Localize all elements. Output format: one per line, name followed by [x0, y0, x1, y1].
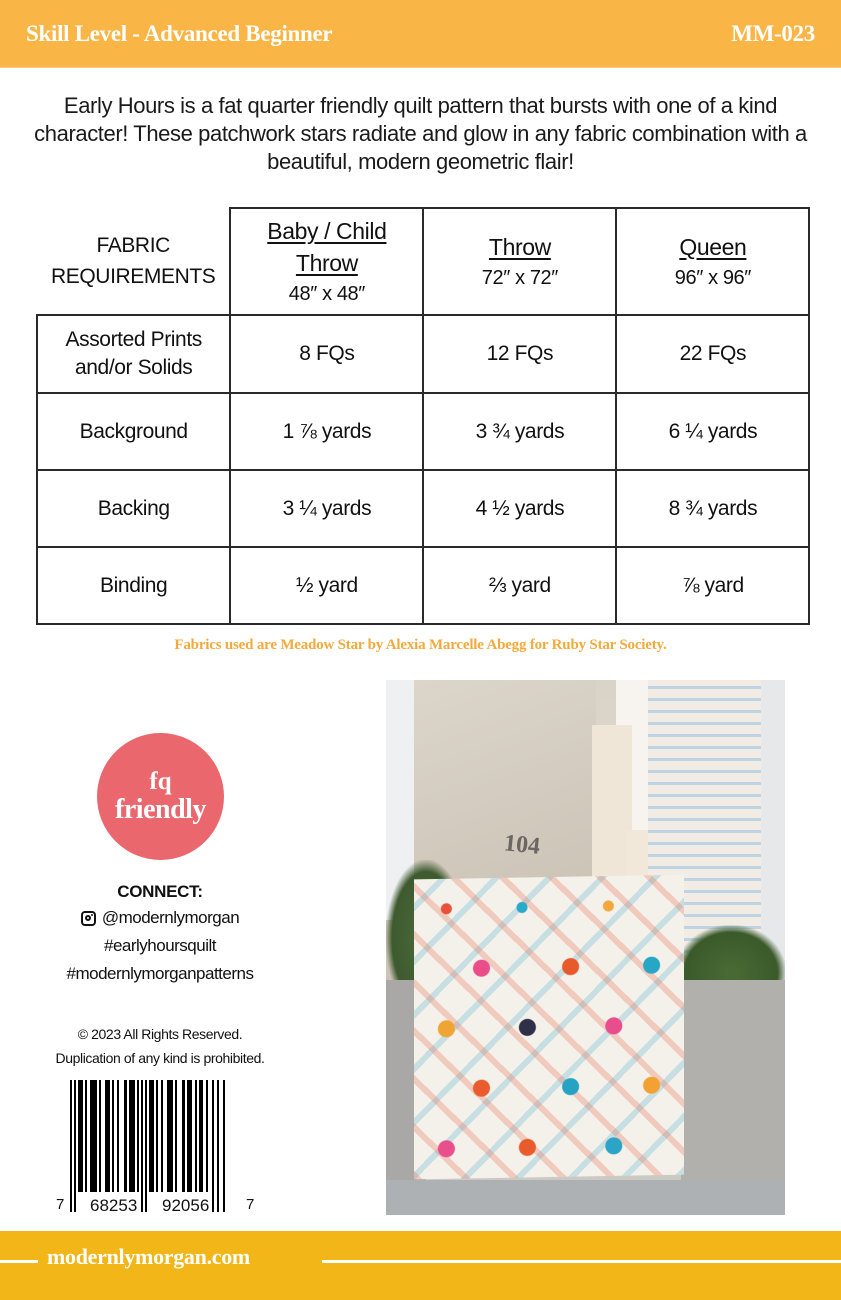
row-label: Assorted Prints and/or Solids — [37, 315, 230, 393]
table-cell: 12 FQs — [423, 315, 616, 393]
pattern-code: MM-023 — [731, 20, 815, 46]
connect-section — [40, 880, 280, 988]
footer-rule-right — [322, 1260, 841, 1263]
quilt-image — [414, 875, 684, 1180]
size-dimensions: 96″ x 96″ — [674, 266, 751, 289]
fabrics-used-note: Fabrics used are Meadow Star by Alexia Marcelle Abegg for Ruby Star Society. — [174, 637, 667, 653]
duplication-notice: Duplication of any kind is prohibited. — [55, 1050, 265, 1066]
table-cell: 22 FQs — [616, 315, 809, 393]
instagram-icon — [81, 911, 96, 926]
barcode-lead-digit: 7 — [56, 1196, 65, 1213]
table-cell: 4 ½ yards — [423, 470, 616, 547]
copyright-text: © 2023 All Rights Reserved. — [77, 1026, 243, 1042]
footer-rule-left — [0, 1260, 38, 1263]
intro-description: Early Hours is a fat quarter friendly quilt pattern that bursts with one of a kind character! These patchwork stars radiate and glow in any fabric combination with a beautiful, modern geometric flair! — [34, 93, 807, 174]
corner-label-text: FABRIC REQUIREMENTS — [51, 234, 216, 288]
column-header-queen — [616, 208, 809, 315]
column-header-throw — [423, 208, 616, 315]
table-cell: ⅞ yard — [616, 547, 809, 624]
barcode-left-group: 68253 — [90, 1196, 138, 1215]
barcode — [56, 1080, 256, 1220]
table-cell: 8 ¾ yards — [616, 470, 809, 547]
row-label: Binding — [37, 547, 230, 624]
table-header-row — [37, 208, 809, 315]
quilt-photo — [386, 680, 785, 1215]
table-cell: 1 ⅞ yards — [230, 393, 423, 470]
building-number: 104 — [502, 830, 542, 860]
fabric-requirements-table — [36, 207, 810, 625]
table-cell: 8 FQs — [230, 315, 423, 393]
size-name: Baby / Child Throw — [267, 217, 387, 276]
column-header-baby-child-throw — [230, 208, 423, 315]
table-row — [37, 315, 809, 393]
connect-title: CONNECT: — [117, 882, 203, 901]
hashtag: #earlyhoursquilt — [103, 936, 216, 955]
hashtag: #modernlymorganpatterns — [66, 964, 254, 983]
table-row — [37, 547, 809, 624]
table-row — [37, 470, 809, 547]
fq-friendly-badge — [97, 733, 224, 860]
table-corner-label — [37, 208, 230, 315]
legal-notice — [40, 1022, 280, 1070]
footer-band — [0, 1231, 841, 1300]
badge-line-1: fq — [149, 767, 172, 795]
table-cell: 3 ¼ yards — [230, 470, 423, 547]
table-cell: 3 ¾ yards — [423, 393, 616, 470]
photo-ground — [386, 1180, 785, 1215]
table-cell: ⅔ yard — [423, 547, 616, 624]
size-dimensions: 48″ x 48″ — [288, 282, 365, 305]
badge-line-2: friendly — [115, 793, 206, 825]
row-label: Background — [37, 393, 230, 470]
table-cell: 6 ¼ yards — [616, 393, 809, 470]
row-label: Backing — [37, 470, 230, 547]
table-cell: ½ yard — [230, 547, 423, 624]
photo-wall-right — [681, 980, 785, 1180]
header-band — [0, 0, 841, 68]
barcode-bars — [70, 1080, 240, 1212]
instagram-handle: @modernlymorgan — [101, 908, 240, 927]
barcode-check-digit: 7 — [246, 1196, 255, 1213]
website-link[interactable]: modernlymorgan.com — [47, 1244, 250, 1269]
size-name: Queen — [679, 233, 747, 260]
size-name: Throw — [488, 233, 551, 260]
skill-level: Skill Level - Advanced Beginner — [26, 20, 333, 46]
table-row — [37, 393, 809, 470]
barcode-right-group: 92056 — [162, 1196, 210, 1215]
instagram-line — [40, 904, 280, 932]
size-dimensions: 72″ x 72″ — [481, 266, 558, 289]
